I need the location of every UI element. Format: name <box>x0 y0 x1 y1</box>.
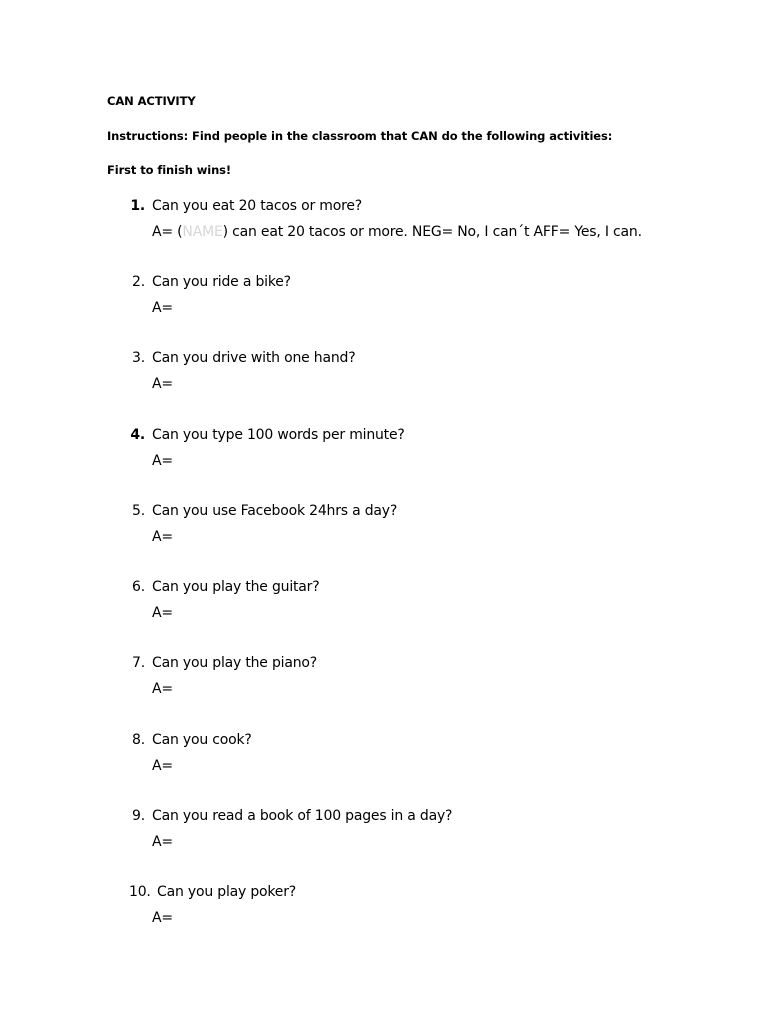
question-text: Can you drive with one hand? <box>152 350 356 366</box>
question-text: Can you play poker? <box>157 884 297 900</box>
question-number: 9. <box>132 808 145 824</box>
question-text: Can you read a book of 100 pages in a day? <box>152 808 453 824</box>
answer-field: A= <box>152 834 173 850</box>
answer-field: A= <box>152 910 173 926</box>
answer-prefix: A= ( <box>152 224 183 240</box>
answer-field: A= <box>152 758 173 774</box>
answer-field: A= <box>152 300 173 316</box>
question-text: Can you play the guitar? <box>152 579 320 595</box>
question-text: Can you ride a bike? <box>152 274 291 290</box>
question-number: 3. <box>132 350 145 366</box>
answer-field: A= <box>152 453 173 469</box>
answer-field: A= <box>152 529 173 545</box>
question-text: Can you type 100 words per minute? <box>152 427 405 443</box>
answer-field: A= <box>152 681 173 697</box>
example-answer <box>152 224 642 240</box>
question-number: 10. <box>129 884 151 900</box>
question-text: Can you use Facebook 24hrs a day? <box>152 503 398 519</box>
question-number: 2. <box>132 274 145 290</box>
subtitle: First to finish wins! <box>107 163 232 177</box>
worksheet-title: CAN ACTIVITY <box>107 94 196 108</box>
question-number: 4. <box>130 427 145 443</box>
question-text: Can you eat 20 tacos or more? <box>152 198 362 214</box>
name-placeholder: NAME <box>182 224 223 240</box>
question-text: Can you play the piano? <box>152 655 317 671</box>
answer-suffix: ) can eat 20 tacos or more. NEG= No, I can´t AFF= Yes, I can. <box>222 224 642 240</box>
question-number: 6. <box>132 579 145 595</box>
question-number: 1. <box>130 198 145 214</box>
question-number: 5. <box>132 503 145 519</box>
question-text: Can you cook? <box>152 732 252 748</box>
answer-field: A= <box>152 605 173 621</box>
instructions: Instructions: Find people in the classroom that CAN do the following activities: <box>107 129 613 143</box>
question-number: 8. <box>132 732 145 748</box>
answer-field: A= <box>152 376 173 392</box>
question-number: 7. <box>132 655 145 671</box>
